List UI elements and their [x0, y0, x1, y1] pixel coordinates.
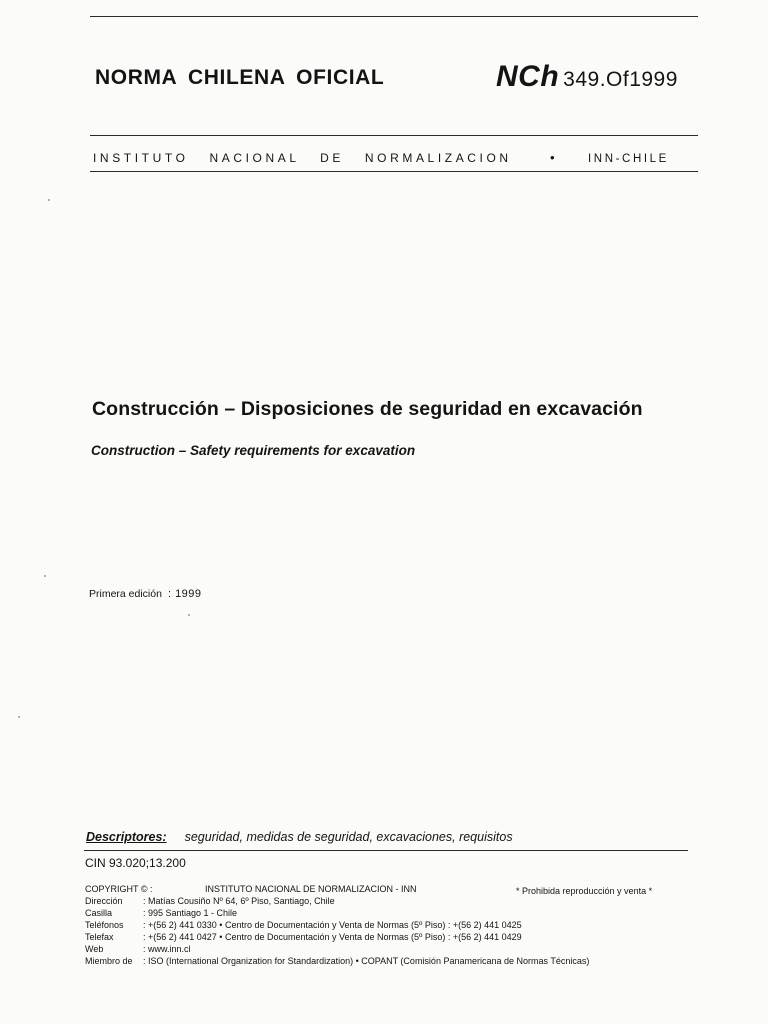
footer-row-key: Teléfonos — [85, 920, 124, 930]
copyright-label: COPYRIGHT © : — [85, 884, 153, 894]
footer-row-key: Web — [85, 944, 104, 954]
footer-row — [85, 944, 191, 954]
scan-speck — [188, 614, 190, 616]
prohibited-notice: * Prohibida reproducción y venta * — [516, 886, 653, 896]
footer-row-key: Casilla — [85, 908, 113, 918]
scan-speck — [18, 716, 20, 718]
footer-row-value: : Matías Cousiño Nº 64, 6º Piso, Santiago, Chile — [143, 896, 335, 906]
top-rule — [90, 16, 698, 17]
footer-row-value: : +(56 2) 441 0330 • Centro de Documentación y Venta de Normas (5º Piso) : +(56 2) 441 0425 — [143, 920, 522, 930]
footer-row — [85, 932, 522, 942]
edition-line — [89, 588, 202, 600]
copyright-value: INSTITUTO NACIONAL DE NORMALIZACION - INN — [205, 884, 417, 894]
header-rule-lower — [90, 171, 698, 172]
footer-row-value: : www.inn.cl — [143, 944, 191, 954]
footer-row — [85, 896, 335, 906]
footer-row-value: : +(56 2) 441 0427 • Centro de Documentación y Venta de Normas (5º Piso) : +(56 2) 441 0429 — [143, 932, 522, 942]
descriptors-line — [86, 830, 513, 844]
descriptors-rule — [84, 850, 688, 851]
footer-row-key: Miembro de — [85, 956, 133, 966]
edition-value: : 1999 — [167, 588, 202, 600]
document-title-english: Construction – Safety requirements for excavation — [91, 443, 416, 458]
nch-label: NCh — [496, 60, 560, 93]
footer-row — [85, 956, 589, 966]
footer-row-value: : 995 Santiago 1 - Chile — [143, 908, 238, 918]
institute-name: INSTITUTO NACIONAL DE NORMALIZACION — [93, 151, 512, 165]
institute-bullet: • — [550, 150, 555, 165]
cin-code: CIN 93.020;13.200 — [85, 856, 186, 870]
norm-number: 349.Of1999 — [563, 68, 678, 91]
footer-row-value: : ISO (International Organization for Standardization) • COPANT (Comisión Panamericana de Normas Técnicas) — [143, 956, 590, 966]
footer-row — [85, 908, 237, 918]
descriptors-value: seguridad, medidas de seguridad, excavaciones, requisitos — [184, 830, 513, 844]
header-rule-upper — [90, 135, 698, 136]
norm-title: NORMA CHILENA OFICIAL — [95, 66, 385, 89]
document-title-spanish: Construcción – Disposiciones de seguridad en excavación — [92, 398, 643, 420]
scan-speck — [44, 575, 46, 577]
edition-label: Primera edición — [89, 588, 162, 600]
footer-row — [85, 920, 522, 930]
institute-short: INN-CHILE — [588, 153, 669, 165]
footer-row-key: Dirección — [85, 896, 123, 906]
footer-row-key: Telefax — [85, 932, 114, 942]
descriptors-label: Descriptores: — [86, 830, 167, 844]
norm-code — [496, 60, 678, 94]
scan-speck — [48, 199, 50, 201]
